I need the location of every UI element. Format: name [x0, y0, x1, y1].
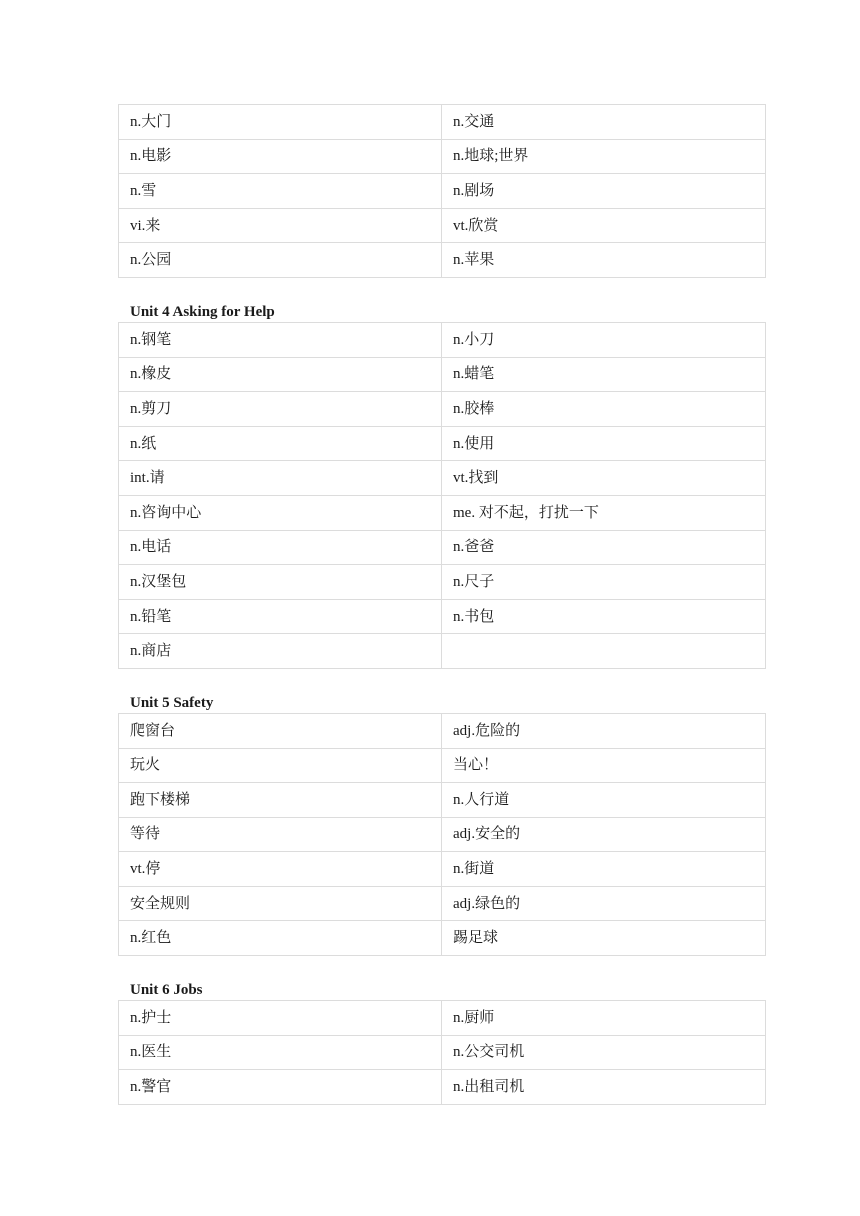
table-cell: adj.安全的 — [442, 817, 766, 852]
table-cell: n.出租司机 — [442, 1070, 766, 1105]
table-row — [119, 1001, 766, 1036]
table-cell: n.电话 — [119, 530, 442, 565]
table-row — [119, 886, 766, 921]
table-cell: vi.来 — [119, 208, 442, 243]
section-heading: Unit 6 Jobs — [130, 982, 203, 999]
table-cell: n.小刀 — [442, 322, 766, 357]
vocab-table — [118, 1000, 766, 1105]
table-row — [119, 852, 766, 887]
vocab-table — [118, 713, 766, 956]
table-row — [119, 139, 766, 174]
table-cell: 踢足球 — [442, 921, 766, 956]
table-row — [119, 208, 766, 243]
table-row — [119, 713, 766, 748]
table-row — [119, 565, 766, 600]
table-cell: n.地球;世界 — [442, 139, 766, 174]
section-heading: Unit 4 Asking for Help — [130, 303, 275, 320]
table-cell: n.咨询中心 — [119, 495, 442, 530]
table-row — [119, 1035, 766, 1070]
table-row — [119, 921, 766, 956]
section-heading: Unit 5 Safety — [130, 694, 214, 711]
table-cell: n.剧场 — [442, 174, 766, 209]
table-row — [119, 634, 766, 669]
table-cell: adj.危险的 — [442, 713, 766, 748]
table-row — [119, 357, 766, 392]
table-cell: 当心！ — [442, 748, 766, 783]
table-cell: n.电影 — [119, 139, 442, 174]
table-cell: n.医生 — [119, 1035, 442, 1070]
section-continued — [118, 104, 741, 278]
table-cell — [442, 634, 766, 669]
table-row — [119, 495, 766, 530]
table-cell: adj.绿色的 — [442, 886, 766, 921]
table-cell: n.汉堡包 — [119, 565, 442, 600]
table-row — [119, 392, 766, 427]
table-cell: 等待 — [119, 817, 442, 852]
table-cell: me. 对不起，打扰一下 — [442, 495, 766, 530]
table-row — [119, 322, 766, 357]
table-cell: n.警官 — [119, 1070, 442, 1105]
table-row — [119, 243, 766, 278]
table-row — [119, 105, 766, 140]
table-cell: n.铅笔 — [119, 599, 442, 634]
table-cell: n.红色 — [119, 921, 442, 956]
table-cell: 安全规则 — [119, 886, 442, 921]
table-cell: vt.欣赏 — [442, 208, 766, 243]
table-cell: n.书包 — [442, 599, 766, 634]
table-row — [119, 426, 766, 461]
table-cell: n.公园 — [119, 243, 442, 278]
table-cell: 爬窗台 — [119, 713, 442, 748]
table-cell: n.雪 — [119, 174, 442, 209]
table-cell: n.尺子 — [442, 565, 766, 600]
table-cell: n.橡皮 — [119, 357, 442, 392]
table-cell: n.纸 — [119, 426, 442, 461]
table-cell: n.交通 — [442, 105, 766, 140]
table-cell: vt.停 — [119, 852, 442, 887]
table-cell: n.商店 — [119, 634, 442, 669]
table-cell: n.剪刀 — [119, 392, 442, 427]
table-cell: n.人行道 — [442, 783, 766, 818]
table-cell: n.厨师 — [442, 1001, 766, 1036]
table-row — [119, 1070, 766, 1105]
table-row — [119, 461, 766, 496]
table-row — [119, 530, 766, 565]
table-cell: vt.找到 — [442, 461, 766, 496]
table-cell: n.胶棒 — [442, 392, 766, 427]
table-cell: n.苹果 — [442, 243, 766, 278]
table-row — [119, 817, 766, 852]
section-unit-6 — [118, 981, 741, 1105]
vocab-table — [118, 322, 766, 669]
table-cell: n.使用 — [442, 426, 766, 461]
table-row — [119, 174, 766, 209]
table-cell: n.蜡笔 — [442, 357, 766, 392]
table-cell: n.爸爸 — [442, 530, 766, 565]
table-row — [119, 599, 766, 634]
table-cell: n.钢笔 — [119, 322, 442, 357]
table-row — [119, 783, 766, 818]
table-cell: 玩火 — [119, 748, 442, 783]
section-unit-4 — [118, 303, 741, 669]
document-page — [118, 104, 741, 1105]
table-cell: n.公交司机 — [442, 1035, 766, 1070]
table-cell: n.大门 — [119, 105, 442, 140]
vocab-table — [118, 104, 766, 278]
table-cell: n.护士 — [119, 1001, 442, 1036]
section-unit-5 — [118, 694, 741, 956]
table-cell: int.请 — [119, 461, 442, 496]
table-row — [119, 748, 766, 783]
table-cell: n.街道 — [442, 852, 766, 887]
table-cell: 跑下楼梯 — [119, 783, 442, 818]
